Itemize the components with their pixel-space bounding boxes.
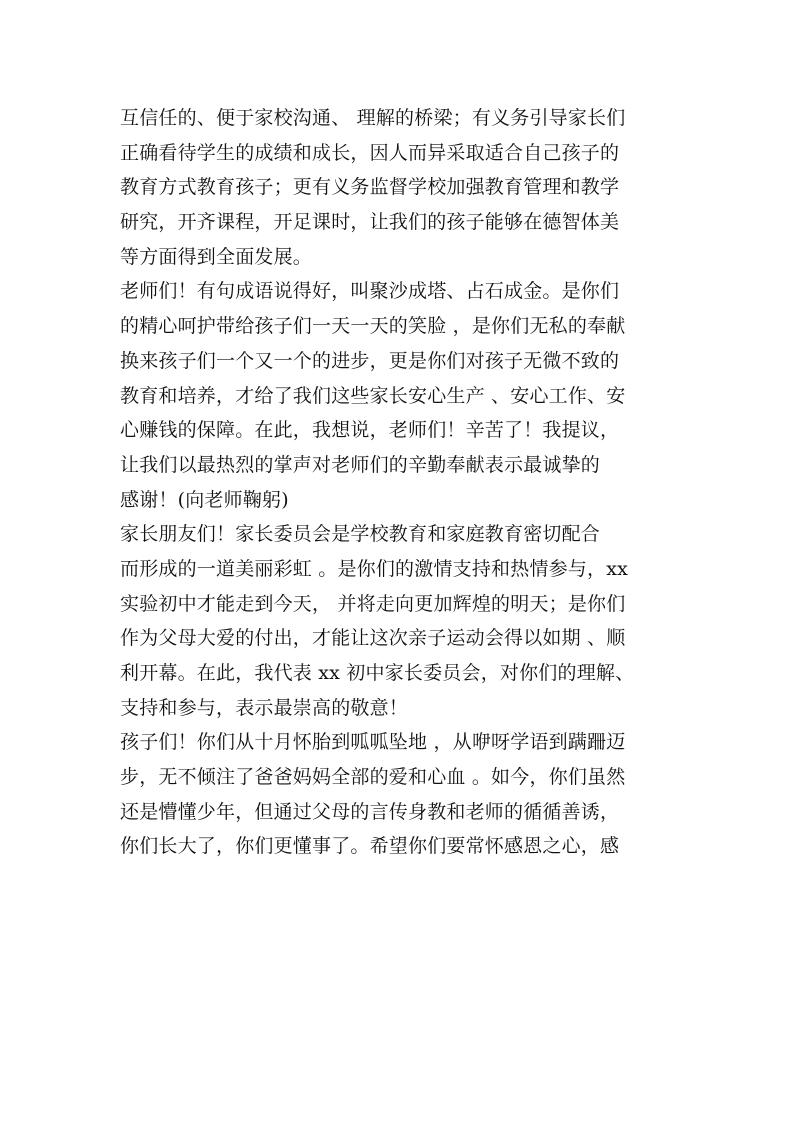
text-line: 的精心呵护带给孩子们一天一天的笑脸 ，是你们无私的奉献 bbox=[120, 315, 626, 338]
text-line: 实验初中才能走到今天， 并将走向更加辉煌的明天；是你们 bbox=[120, 592, 626, 615]
text-line: 让我们以最热烈的掌声对老师们的辛勤奉献表示最诚挚的 bbox=[120, 453, 601, 476]
text-line: 步，无不倾注了爸爸妈妈全部的爱和心血 。如今，你们虽然 bbox=[120, 766, 626, 789]
text-line: 教育方式教育孩子；更有义务监督学校加强教育管理和教学 bbox=[120, 176, 620, 199]
text-line: 等方面得到全面发展。 bbox=[120, 245, 313, 268]
text-line: 家长朋友们！家长委员会是学校教育和家庭教育密切配合 bbox=[120, 523, 601, 546]
text-line: 感谢！(向老师鞠躬) bbox=[120, 488, 289, 511]
text-line: 支持和参与，表示最崇高的敬意！ bbox=[120, 696, 409, 719]
text-line: 互信任的、便于家校沟通、 理解的桥梁；有义务引导家长们 bbox=[120, 107, 626, 129]
text-line: 而形成的一道美丽彩虹 。是你们的激情支持和热情参与，xx bbox=[120, 557, 629, 580]
text-line: 还是懵懂少年，但通过父母的言传身教和老师的循循善诱， bbox=[120, 800, 620, 823]
text-line: 孩子们！你们从十月怀胎到呱呱坠地 ，从咿呀学语到蹒跚迈 bbox=[120, 731, 626, 754]
text-line: 研究，开齐课程，开足课时，让我们的孩子能够在德智体美 bbox=[120, 211, 620, 234]
text-line: 教育和培养，才给了我们这些家长安心生产 、安心工作、安 bbox=[120, 384, 626, 407]
text-line: 作为父母大爱的付出，才能让这次亲子运动会得以如期 、顺 bbox=[120, 627, 626, 650]
text-line: 心赚钱的保障。在此，我想说，老师们！辛苦了！我提议， bbox=[120, 419, 620, 442]
body-text bbox=[120, 101, 692, 864]
text-line: 换来孩子们一个又一个的进步，更是你们对孩子无微不致的 bbox=[120, 349, 620, 372]
text-line: 利开幕。在此，我代表 xx 初中家长委员会，对你们的理解、 bbox=[120, 662, 635, 684]
text-line: 你们长大了，你们更懂事了。希望你们要常怀感恩之心，感 bbox=[120, 835, 620, 858]
text-line: 老师们！有句成语说得好，叫聚沙成塔、占石成金。是你们 bbox=[120, 280, 620, 303]
text-line: 正确看待学生的成绩和成长，因人而异采取适合自己孩子的 bbox=[120, 141, 620, 164]
